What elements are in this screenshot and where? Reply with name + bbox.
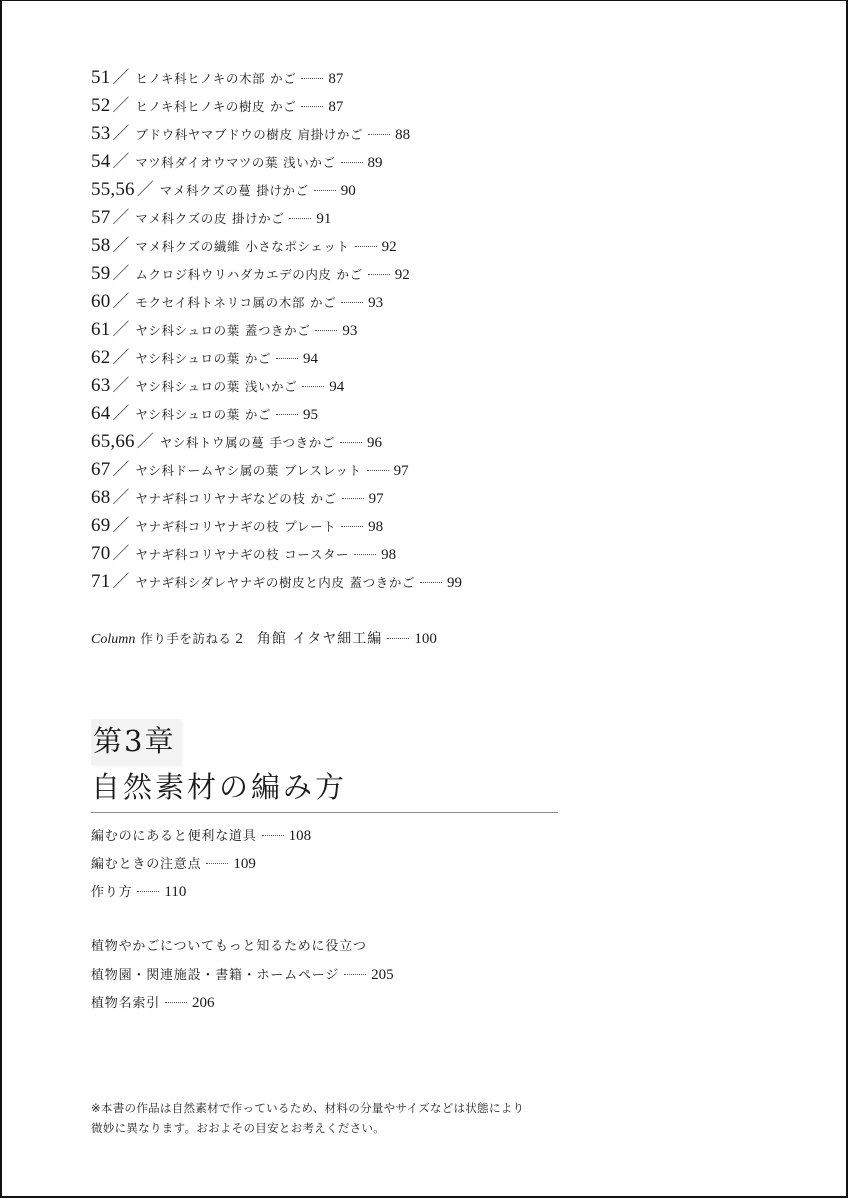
footnote-line-1: ※本書の作品は自然素材で作っているため、材料の分量やサイズなどは状態により — [91, 1101, 525, 1115]
entry-number: 58 — [91, 235, 111, 256]
entry-title: ヤナギ科コリヤナギの枝 コースター — [135, 547, 350, 562]
toc-entry[interactable] — [91, 176, 462, 204]
column-number: 2 — [235, 631, 243, 647]
entry-title: マメ科クズの皮 掛けかご — [135, 211, 285, 226]
entry-title: ヤナギ科コリヤナギの枝 プレート — [135, 519, 337, 534]
dot-leader — [368, 134, 390, 135]
entry-title: マツ科ダイオウマツの葉 浅いかご — [135, 155, 336, 170]
entry-title: ヒノキ科ヒノキの樹皮 かご — [135, 99, 297, 114]
toc-entry[interactable] — [91, 428, 462, 456]
separator: ／ — [112, 152, 130, 171]
entry-title: ブドウ科ヤマブドウの樹皮 肩掛けかご — [135, 127, 364, 142]
toc-entry[interactable] — [91, 316, 462, 344]
column-place: 角館 イタヤ細工編 — [256, 631, 383, 647]
toc-entry[interactable] — [91, 92, 462, 120]
chapter-divider — [91, 812, 558, 813]
entry-title: ヤシ科ドームヤシ属の葉 ブレスレット — [135, 463, 362, 478]
entry-number: 62 — [91, 347, 111, 368]
dot-leader — [342, 498, 364, 499]
toc-entry[interactable] — [91, 260, 462, 288]
chapter-label-box — [91, 719, 181, 765]
footnote-line-2: 微妙に異なります。おおよその目安とお考えください。 — [91, 1121, 386, 1135]
entry-number: 64 — [91, 403, 111, 424]
dot-leader — [355, 246, 377, 247]
separator: ／ — [112, 516, 130, 535]
entry-title: ヤシ科シュロの葉 かご — [135, 407, 272, 422]
entry-number: 55,56 — [91, 179, 135, 200]
entry-number: 67 — [91, 459, 111, 480]
page-number: 95 — [303, 407, 319, 423]
entry-number: 54 — [91, 151, 111, 172]
page-number: 205 — [371, 967, 394, 983]
footnote — [91, 1098, 524, 1138]
page-number: 98 — [381, 547, 397, 563]
entry-title: ムクロジ科ウリハダカエデの内皮 かご — [135, 267, 363, 282]
separator: ／ — [112, 292, 130, 311]
toc-entry[interactable] — [91, 400, 462, 428]
column-entry[interactable] — [91, 627, 437, 651]
dot-leader — [276, 414, 298, 415]
page-number: 110 — [164, 884, 187, 900]
separator: ／ — [112, 96, 130, 115]
resources-list — [91, 933, 394, 1017]
dot-leader — [289, 218, 311, 219]
column-subtitle: 作り手を訪ねる — [140, 631, 232, 646]
entry-number: 68 — [91, 487, 111, 508]
page-number: 99 — [447, 575, 463, 591]
page-number: 87 — [328, 99, 344, 115]
entry-number: 51 — [91, 67, 111, 88]
separator: ／ — [112, 544, 130, 563]
page-number: 96 — [366, 435, 382, 451]
separator: ／ — [112, 68, 130, 87]
page-number: 94 — [303, 351, 319, 367]
toc-entry[interactable] — [91, 344, 462, 372]
dot-leader — [301, 106, 323, 107]
entry-number: 52 — [91, 95, 111, 116]
entry-title: 編むのにあると便利な道具 — [91, 829, 257, 844]
page-number: 108 — [288, 828, 312, 844]
toc-list — [91, 64, 462, 596]
page-number: 89 — [367, 155, 383, 171]
dot-leader — [302, 386, 324, 387]
entry-number: 65,66 — [91, 431, 135, 452]
toc-entry[interactable] — [91, 989, 394, 1017]
page-number: 100 — [414, 631, 437, 647]
entry-title: モクセイ科トネリコ属の木部 かご — [135, 295, 337, 310]
dot-leader — [341, 302, 363, 303]
separator: ／ — [112, 320, 130, 339]
separator: ／ — [112, 460, 130, 479]
entry-title: 植物名索引 — [91, 996, 161, 1011]
page-number: 206 — [192, 995, 215, 1011]
entry-number: 61 — [91, 319, 111, 340]
separator: ／ — [112, 124, 130, 143]
toc-entry[interactable] — [91, 850, 311, 878]
separator: ／ — [112, 208, 130, 227]
toc-entry[interactable] — [91, 204, 462, 232]
dot-leader — [137, 891, 159, 892]
separator: ／ — [112, 572, 130, 591]
toc-entry[interactable] — [91, 456, 462, 484]
dot-leader — [206, 863, 228, 864]
entry-title: 植物園・関連施設・書籍・ホームページ — [91, 968, 340, 983]
entry-number: 69 — [91, 515, 111, 536]
toc-entry[interactable] — [91, 148, 462, 176]
separator: ／ — [112, 376, 130, 395]
page-number: 91 — [316, 211, 332, 227]
dot-leader — [314, 190, 336, 191]
entry-title: ヤシ科シュロの葉 浅いかご — [135, 379, 298, 394]
entry-number: 71 — [91, 571, 111, 592]
dot-leader — [420, 582, 442, 583]
entry-title: 編むときの注意点 — [91, 857, 202, 872]
entry-number: 63 — [91, 375, 111, 396]
entry-title: ヒノキ科ヒノキの木部 かご — [135, 71, 297, 86]
separator: ／ — [112, 348, 130, 367]
entry-title: マメ科クズの蔓 掛けかご — [159, 183, 309, 198]
toc-entry[interactable] — [91, 232, 462, 260]
dot-leader — [165, 1002, 187, 1003]
dot-leader — [341, 162, 363, 163]
entry-number: 59 — [91, 263, 111, 284]
entry-title: ヤナギ科コリヤナギなどの枝 かご — [135, 491, 337, 506]
page-number: 92 — [394, 267, 410, 283]
separator: ／ — [136, 180, 154, 199]
page-number: 93 — [368, 295, 384, 311]
page-number: 97 — [393, 463, 409, 479]
entry-title: 作り方 — [91, 885, 133, 900]
page-number: 93 — [342, 323, 358, 339]
entry-title: ヤシ科トウ属の蔓 手つきかご — [159, 435, 335, 450]
dot-leader — [262, 835, 284, 836]
dot-leader — [315, 330, 337, 331]
page-number: 109 — [233, 856, 256, 872]
toc-entry[interactable] — [91, 878, 311, 906]
dot-leader — [387, 638, 409, 639]
resources-heading: 植物やかごについてもっと知るために役立つ — [91, 939, 367, 954]
dot-leader — [368, 274, 390, 275]
separator: ／ — [112, 404, 130, 423]
page-number: 90 — [340, 183, 356, 199]
dot-leader — [301, 78, 323, 79]
chapter3-list — [91, 822, 311, 906]
page-number: 94 — [329, 379, 345, 395]
toc-entry[interactable] — [91, 822, 311, 850]
toc-entry[interactable] — [91, 484, 462, 512]
dot-leader — [354, 554, 376, 555]
page-number: 97 — [368, 491, 384, 507]
page-number: 88 — [395, 127, 411, 143]
toc-entry[interactable] — [91, 372, 462, 400]
dot-leader — [276, 358, 298, 359]
entry-number: 70 — [91, 543, 111, 564]
page-number: 87 — [328, 71, 344, 87]
entry-title: ヤナギ科シダレヤナギの樹皮と内皮 蓋つきかご — [135, 575, 416, 590]
entry-title: マメ科クズの繊維 小さなポシェット — [135, 239, 350, 254]
page-number: 92 — [381, 239, 397, 255]
chapter-title: 自然素材の編み方 — [91, 770, 348, 804]
toc-entry[interactable] — [91, 568, 462, 596]
separator: ／ — [112, 488, 130, 507]
toc-entry[interactable] — [91, 120, 462, 148]
separator: ／ — [112, 264, 130, 283]
toc-entry[interactable] — [91, 288, 462, 316]
toc-entry[interactable] — [91, 64, 462, 92]
column-label: Column — [91, 632, 136, 647]
page-number: 98 — [368, 519, 384, 535]
dot-leader — [344, 974, 366, 975]
toc-entry[interactable] — [91, 512, 462, 540]
separator: ／ — [136, 432, 154, 451]
dot-leader — [367, 470, 389, 471]
toc-entry[interactable] — [91, 540, 462, 568]
dot-leader — [340, 442, 362, 443]
entry-title: ヤシ科シュロの葉 かご — [135, 351, 272, 366]
entry-title: ヤシ科シュロの葉 蓋つきかご — [135, 323, 311, 338]
dot-leader — [341, 526, 363, 527]
entry-number: 53 — [91, 123, 111, 144]
entry-number: 57 — [91, 207, 111, 228]
toc-entry[interactable] — [91, 961, 394, 989]
chapter-label: 第3章 — [93, 724, 176, 758]
entry-number: 60 — [91, 291, 111, 312]
separator: ／ — [112, 236, 130, 255]
